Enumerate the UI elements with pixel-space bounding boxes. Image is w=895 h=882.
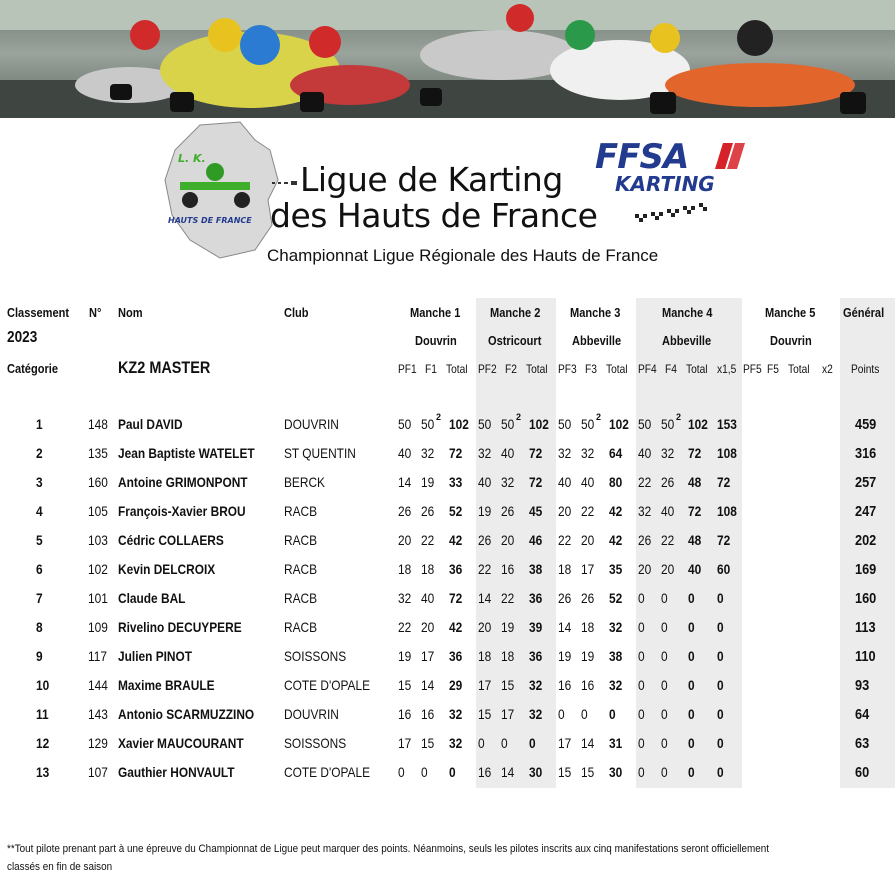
- header-banner-photo: [0, 0, 895, 118]
- club-cell: RACB: [284, 532, 318, 548]
- manche-4-col-1-cell: 22: [638, 474, 652, 490]
- manche-3-col-1-cell: 17: [558, 735, 572, 751]
- manche-2-col-2-cell: 15: [501, 677, 515, 693]
- kart-number-cell: 107: [88, 764, 108, 780]
- kart-number-cell: 103: [88, 532, 108, 548]
- checkered-flag-icon: [635, 202, 715, 226]
- general-points-cell: 257: [855, 474, 877, 491]
- general-points-cell: 64: [855, 706, 870, 723]
- header-num: N°: [89, 305, 102, 320]
- manche-3-col-1-cell: 15: [558, 764, 572, 780]
- manche-3-col-2-cell: 17: [581, 561, 595, 577]
- driver-name-cell: Julien PINOT: [118, 648, 193, 664]
- manche-4-col-4-cell: 72: [717, 474, 731, 490]
- driver-name-cell: Cédric COLLAERS: [118, 532, 224, 548]
- manche-4-col-2-cell: 20: [661, 561, 675, 577]
- rank-cell: 3: [36, 474, 43, 490]
- manche-3-col-3-cell: 80: [609, 474, 623, 490]
- driver-name-cell: Maxime BRAULE: [118, 677, 215, 693]
- manche-1-col-3-cell: 42: [449, 619, 463, 635]
- kart-number-cell: 148: [88, 416, 108, 432]
- manche-1-col-1-cell: 32: [398, 590, 412, 606]
- club-cell: BERCK: [284, 474, 325, 490]
- general-points-cell: 63: [855, 735, 870, 752]
- manche-4-col-4-cell: 0: [717, 764, 724, 780]
- manche-1-col-1-cell: 19: [398, 648, 412, 664]
- footnote: **Tout pilote prenant part à une épreuve du Championnat de Ligue peut marquer des points. Néanmoins, seuls les pilotes inscrits aux cinq manifestations seront officiellement classés en fin de saison: [7, 843, 770, 873]
- manche-4-col-3-cell: 102: [688, 416, 708, 432]
- col-f3: F3: [585, 362, 597, 376]
- manche-3-col-3-cell: 32: [609, 677, 623, 693]
- rank-cell: 4: [36, 503, 43, 519]
- manche-2-col-1-cell: 22: [478, 561, 492, 577]
- manche-3-col-2-cell: 50: [581, 416, 595, 432]
- manche-1-col-3-cell: 102: [449, 416, 469, 432]
- driver-name-cell: Antoine GRIMONPONT: [118, 474, 248, 490]
- manche-1-col-1-cell: 40: [398, 445, 412, 461]
- manche-1-place: Douvrin: [415, 333, 457, 348]
- manche-3-col-2-cell: 15: [581, 764, 595, 780]
- rank-cell: 9: [36, 648, 43, 664]
- driver-name-cell: Gauthier HONVAULT: [118, 764, 235, 780]
- manche-3-col-1-cell: 22: [558, 532, 572, 548]
- manche-3-col-2-cell: 40: [581, 474, 595, 490]
- manche-4-col-2-cell: 32: [661, 445, 675, 461]
- manche-3-col-2-cell: 14: [581, 735, 595, 751]
- manche-4-col-4-cell: 0: [717, 619, 724, 635]
- manche-2-col-1-cell: 14: [478, 590, 492, 606]
- rank-cell: 1: [36, 416, 43, 432]
- col-pf1: PF1: [398, 362, 417, 376]
- manche-4-col-3-cell: 0: [688, 677, 695, 693]
- manche-1-col-2-cell: 32: [421, 445, 435, 461]
- driver-name-cell: Rivelino DECUYPERE: [118, 619, 242, 635]
- manche-4-col-2-cell: 0: [661, 735, 668, 751]
- manche-3-col-2-cell: 19: [581, 648, 595, 664]
- manche-1-col-1-cell: 15: [398, 677, 412, 693]
- club-cell: RACB: [284, 503, 318, 519]
- manche-1-col-1-cell: 26: [398, 503, 412, 519]
- club-cell: DOUVRIN: [284, 706, 339, 722]
- manche-2-name: Manche 2: [490, 305, 541, 320]
- col-f2: F2: [505, 362, 517, 376]
- manche-4-col-4-cell: 108: [717, 503, 737, 519]
- manche-1-col-1-cell: 14: [398, 474, 412, 490]
- driver-name-cell: Jean Baptiste WATELET: [118, 445, 255, 461]
- driver-name-cell: François-Xavier BROU: [118, 503, 246, 519]
- rank-cell: 7: [36, 590, 43, 606]
- kart-number-cell: 105: [88, 503, 108, 519]
- manche-3-col-3-cell: 42: [609, 532, 623, 548]
- rank-cell: 10: [36, 677, 50, 693]
- manche-4-col-3-cell: 40: [688, 561, 702, 577]
- manche-4-col-4-cell: 108: [717, 445, 737, 461]
- manche-4-col-3-cell: 48: [688, 474, 702, 490]
- manche-4-col-2-cell: 26: [661, 474, 675, 490]
- general-points-cell: 202: [855, 532, 877, 549]
- manche-1-col-2-cell: 20: [421, 619, 435, 635]
- manche-4-col-4-cell: 0: [717, 677, 724, 693]
- manche-4-col-1-cell: 32: [638, 503, 652, 519]
- driver-name-cell: Xavier MAUCOURANT: [118, 735, 244, 751]
- manche-3-col-1-cell: 32: [558, 445, 572, 461]
- manche-1-col-2-cell: 26: [421, 503, 435, 519]
- manche-2-col-2-cell: 32: [501, 474, 515, 490]
- manche-3-col-2-cell: 22: [581, 503, 595, 519]
- kart-number-cell: 143: [88, 706, 108, 722]
- col-total3: Total: [606, 362, 628, 376]
- manche-3-col-2-cell: 0: [581, 706, 588, 722]
- manche-2-col-3-cell: 46: [529, 532, 543, 548]
- manche-2-col-2-cell: 16: [501, 561, 515, 577]
- manche-1-col-1-cell: 20: [398, 532, 412, 548]
- manche-4-col-2-cell: 0: [661, 619, 668, 635]
- manche-2-col-1-cell: 50: [478, 416, 492, 432]
- manche-2-col-1-cell: 20: [478, 619, 492, 635]
- header-categorie-label: Catégorie: [7, 361, 58, 376]
- general-points-cell: 113: [855, 619, 876, 636]
- league-title-line1: Ligue de Karting: [300, 160, 563, 199]
- manche-1-col-2-cell: 19: [421, 474, 435, 490]
- manche-3-col-1-cell: 26: [558, 590, 572, 606]
- col-x15: x1,5: [717, 362, 737, 376]
- manche-3-col-2-cell: 26: [581, 590, 595, 606]
- manche-2-col-2-cell: 18: [501, 648, 515, 664]
- superscript-mark: 2: [596, 412, 602, 422]
- superscript-mark: 2: [516, 412, 522, 422]
- manche-1-col-1-cell: 0: [398, 764, 405, 780]
- manche-2-col-3-cell: 72: [529, 445, 543, 461]
- header-club: Club: [284, 305, 309, 320]
- manche-1-col-2-cell: 40: [421, 590, 435, 606]
- manche-3-col-1-cell: 18: [558, 561, 572, 577]
- club-cell: DOUVRIN: [284, 416, 339, 432]
- manche-2-col-1-cell: 0: [478, 735, 485, 751]
- manche-3-col-3-cell: 64: [609, 445, 623, 461]
- kart-number-cell: 117: [88, 648, 107, 664]
- manche-1-col-2-cell: 22: [421, 532, 435, 548]
- manche-2-col-2-cell: 40: [501, 445, 515, 461]
- manche-4-col-3-cell: 0: [688, 764, 695, 780]
- col-f4: F4: [665, 362, 677, 376]
- manche-3-col-2-cell: 18: [581, 619, 595, 635]
- championship-subtitle: Championnat Ligue Régionale des Hauts de France: [267, 246, 659, 265]
- manche-4-col-1-cell: 0: [638, 764, 645, 780]
- manche-3-col-3-cell: 35: [609, 561, 623, 577]
- manche-2-col-2-cell: 19: [501, 619, 515, 635]
- col-pf2: PF2: [478, 362, 497, 376]
- manche-2-col-1-cell: 32: [478, 445, 492, 461]
- col-pf3: PF3: [558, 362, 577, 376]
- manche-4-col-2-cell: 0: [661, 648, 668, 664]
- manche-1-col-2-cell: 18: [421, 561, 435, 577]
- ffsa-logo-text: FFSA: [595, 137, 689, 177]
- hauts-de-france-map-logo: [160, 120, 290, 260]
- manche-4-col-1-cell: 20: [638, 561, 652, 577]
- col-total4: Total: [686, 362, 708, 376]
- rank-cell: 11: [36, 706, 49, 722]
- rank-cell: 6: [36, 561, 43, 577]
- header-general: Général: [843, 305, 885, 320]
- manche-1-col-3-cell: 32: [449, 706, 463, 722]
- col-total1: Total: [446, 362, 468, 376]
- manche-3-col-1-cell: 50: [558, 416, 572, 432]
- driver-name-cell: Antonio SCARMUZZINO: [118, 706, 255, 722]
- manche-1-col-1-cell: 18: [398, 561, 412, 577]
- rank-cell: 5: [36, 532, 43, 548]
- manche-2-col-3-cell: 39: [529, 619, 543, 635]
- manche-3-col-1-cell: 0: [558, 706, 565, 722]
- rank-cell: 12: [36, 735, 50, 751]
- header-year: 2023: [7, 329, 38, 346]
- manche-2-col-2-cell: 0: [501, 735, 508, 751]
- league-title-line2: des Hauts de France: [270, 196, 598, 235]
- col-pf5: PF5: [743, 362, 762, 376]
- club-cell: RACB: [284, 561, 318, 577]
- manche-4-col-1-cell: 0: [638, 590, 645, 606]
- col-total2: Total: [526, 362, 548, 376]
- manche-2-col-3-cell: 36: [529, 590, 543, 606]
- manche-3-place: Abbeville: [572, 333, 622, 348]
- manche-1-col-2-cell: 14: [421, 677, 435, 693]
- manche-2-col-3-cell: 32: [529, 706, 543, 722]
- rank-cell: 2: [36, 445, 43, 461]
- manche-1-col-1-cell: 16: [398, 706, 412, 722]
- superscript-mark: 2: [676, 412, 682, 422]
- manche-3-col-1-cell: 20: [558, 503, 572, 519]
- manche-1-col-2-cell: 16: [421, 706, 435, 722]
- manche-4-col-4-cell: 0: [717, 706, 724, 722]
- manche-3-col-3-cell: 102: [609, 416, 629, 432]
- manche-3-col-3-cell: 42: [609, 503, 623, 519]
- manche-1-col-2-cell: 17: [421, 648, 435, 664]
- club-cell: SOISSONS: [284, 735, 347, 751]
- club-cell: ST QUENTIN: [284, 445, 356, 461]
- manche-5-name: Manche 5: [765, 305, 816, 320]
- manche-2-col-3-cell: 36: [529, 648, 543, 664]
- manche-5-place: Douvrin: [770, 333, 812, 348]
- manche-4-col-2-cell: 0: [661, 677, 668, 693]
- manche-3-col-3-cell: 32: [609, 619, 623, 635]
- manche-4-col-3-cell: 0: [688, 619, 695, 635]
- header-classement: Classement: [7, 305, 70, 320]
- manche-4-col-4-cell: 60: [717, 561, 731, 577]
- karting-logo-text: KARTING: [615, 172, 715, 196]
- manche-2-col-1-cell: 26: [478, 532, 492, 548]
- manche-4-col-1-cell: 0: [638, 677, 645, 693]
- manche-2-col-3-cell: 45: [529, 503, 543, 519]
- manche-3-col-1-cell: 19: [558, 648, 572, 664]
- manche-4-col-4-cell: 0: [717, 590, 724, 606]
- driver-name-cell: Claude BAL: [118, 590, 186, 606]
- driver-name-cell: Paul DAVID: [118, 416, 183, 432]
- club-cell: COTE D'OPALE: [284, 764, 371, 780]
- manche-4-col-1-cell: 0: [638, 706, 645, 722]
- manche-4-col-4-cell: 72: [717, 532, 731, 548]
- manche-3-col-2-cell: 32: [581, 445, 595, 461]
- header-points: Points: [851, 362, 880, 376]
- ffsa-flag-icon: [715, 143, 745, 169]
- general-points-cell: 60: [855, 764, 870, 781]
- manche-2-col-2-cell: 14: [501, 764, 515, 780]
- manche-3-col-2-cell: 16: [581, 677, 595, 693]
- manche-2-col-1-cell: 16: [478, 764, 492, 780]
- manche-1-col-1-cell: 50: [398, 416, 412, 432]
- col-f5: F5: [767, 362, 779, 376]
- rank-cell: 8: [36, 619, 43, 635]
- col-total5: Total: [788, 362, 810, 376]
- manche-1-col-2-cell: 50: [421, 416, 435, 432]
- manche-4-col-3-cell: 0: [688, 590, 695, 606]
- manche-4-col-2-cell: 0: [661, 764, 668, 780]
- general-points-cell: 110: [855, 648, 876, 665]
- kart-number-cell: 129: [88, 735, 108, 751]
- manche-3-col-1-cell: 14: [558, 619, 572, 635]
- general-points-cell: 459: [855, 416, 877, 433]
- manche-1-col-3-cell: 52: [449, 503, 463, 519]
- manche-2-col-3-cell: 72: [529, 474, 543, 490]
- manche-3-name: Manche 3: [570, 305, 621, 320]
- kart-number-cell: 102: [88, 561, 108, 577]
- general-points-cell: 169: [855, 561, 877, 578]
- manche-3-col-3-cell: 31: [609, 735, 623, 751]
- manche-2-col-2-cell: 50: [501, 416, 515, 432]
- manche-4-col-2-cell: 0: [661, 706, 668, 722]
- manche-2-col-1-cell: 17: [478, 677, 492, 693]
- manche-1-col-3-cell: 72: [449, 590, 463, 606]
- manche-4-col-3-cell: 0: [688, 735, 695, 751]
- manche-3-col-1-cell: 40: [558, 474, 572, 490]
- manche-4-place: Abbeville: [662, 333, 712, 348]
- superscript-mark: 2: [436, 412, 442, 422]
- col-pf4: PF4: [638, 362, 657, 376]
- karts-racing-illustration: [0, 0, 895, 118]
- manche-4-col-1-cell: 50: [638, 416, 652, 432]
- manche-2-col-1-cell: 15: [478, 706, 492, 722]
- manche-2-col-1-cell: 19: [478, 503, 492, 519]
- manche-4-col-3-cell: 72: [688, 503, 702, 519]
- manche-3-col-2-cell: 20: [581, 532, 595, 548]
- manche-1-col-3-cell: 0: [449, 764, 456, 780]
- manche-2-col-3-cell: 30: [529, 764, 543, 780]
- kart-number-cell: 144: [88, 677, 108, 693]
- manche-2-col-1-cell: 40: [478, 474, 492, 490]
- manche-3-col-3-cell: 0: [609, 706, 616, 722]
- header-nom: Nom: [118, 305, 143, 320]
- manche-4-col-1-cell: 26: [638, 532, 652, 548]
- club-cell: SOISSONS: [284, 648, 347, 664]
- manche-1-name: Manche 1: [410, 305, 461, 320]
- general-points-cell: 247: [855, 503, 877, 520]
- manche-4-col-4-cell: 0: [717, 735, 724, 751]
- manche-4-col-2-cell: 40: [661, 503, 675, 519]
- driver-name-cell: Kevin DELCROIX: [118, 561, 216, 577]
- manche-1-col-3-cell: 33: [449, 474, 463, 490]
- speed-lines-icon: [272, 178, 300, 188]
- manche-2-col-2-cell: 17: [501, 706, 515, 722]
- club-cell: RACB: [284, 619, 318, 635]
- rank-cell: 13: [36, 764, 50, 780]
- manche-2-col-3-cell: 102: [529, 416, 549, 432]
- club-cell: RACB: [284, 590, 318, 606]
- manche-4-col-2-cell: 22: [661, 532, 675, 548]
- manche-4-col-4-cell: 0: [717, 648, 724, 664]
- logo-lk-text: L. K.: [178, 152, 206, 165]
- manche-2-col-2-cell: 22: [501, 590, 515, 606]
- manche-4-col-2-cell: 50: [661, 416, 675, 432]
- manche-1-col-1-cell: 17: [398, 735, 412, 751]
- manche-1-col-2-cell: 0: [421, 764, 428, 780]
- kart-number-cell: 101: [88, 590, 108, 606]
- manche-2-col-3-cell: 32: [529, 677, 543, 693]
- manche-4-col-4-cell: 153: [717, 416, 737, 432]
- manche-1-col-3-cell: 32: [449, 735, 463, 751]
- general-points-cell: 316: [855, 445, 877, 462]
- manche-2-col-2-cell: 20: [501, 532, 515, 548]
- manche-3-col-3-cell: 52: [609, 590, 623, 606]
- kart-number-cell: 160: [88, 474, 108, 490]
- header-categorie: KZ2 MASTER: [118, 358, 211, 377]
- manche-4-name: Manche 4: [662, 305, 713, 320]
- manche-1-col-2-cell: 15: [421, 735, 435, 751]
- kart-number-cell: 135: [88, 445, 108, 461]
- logo-hauts-text: HAUTS DE FRANCE: [168, 216, 252, 225]
- col-x2: x2: [822, 362, 833, 376]
- manche-4-col-2-cell: 0: [661, 590, 668, 606]
- manche-1-col-3-cell: 42: [449, 532, 463, 548]
- manche-4-col-3-cell: 72: [688, 445, 702, 461]
- manche-2-col-2-cell: 26: [501, 503, 515, 519]
- club-cell: COTE D'OPALE: [284, 677, 371, 693]
- general-points-cell: 93: [855, 677, 870, 694]
- manche-1-col-3-cell: 36: [449, 648, 463, 664]
- manche-3-col-3-cell: 38: [609, 648, 623, 664]
- manche-4-col-3-cell: 0: [688, 648, 695, 664]
- col-f1: F1: [425, 362, 437, 376]
- manche-1-col-3-cell: 29: [449, 677, 463, 693]
- kart-number-cell: 109: [88, 619, 108, 635]
- manche-1-col-3-cell: 36: [449, 561, 463, 577]
- manche-2-col-3-cell: 38: [529, 561, 543, 577]
- manche-3-col-1-cell: 16: [558, 677, 572, 693]
- manche-3-col-3-cell: 30: [609, 764, 623, 780]
- manche-4-col-1-cell: 0: [638, 735, 645, 751]
- manche-2-col-3-cell: 0: [529, 735, 536, 751]
- manche-4-col-1-cell: 0: [638, 619, 645, 635]
- manche-2-place: Ostricourt: [488, 333, 542, 348]
- manche-1-col-1-cell: 22: [398, 619, 412, 635]
- manche-4-col-1-cell: 0: [638, 648, 645, 664]
- manche-2-col-1-cell: 18: [478, 648, 492, 664]
- general-points-cell: 160: [855, 590, 877, 607]
- manche-4-col-3-cell: 0: [688, 706, 695, 722]
- manche-1-col-3-cell: 72: [449, 445, 463, 461]
- manche-4-col-3-cell: 48: [688, 532, 702, 548]
- manche-4-col-1-cell: 40: [638, 445, 652, 461]
